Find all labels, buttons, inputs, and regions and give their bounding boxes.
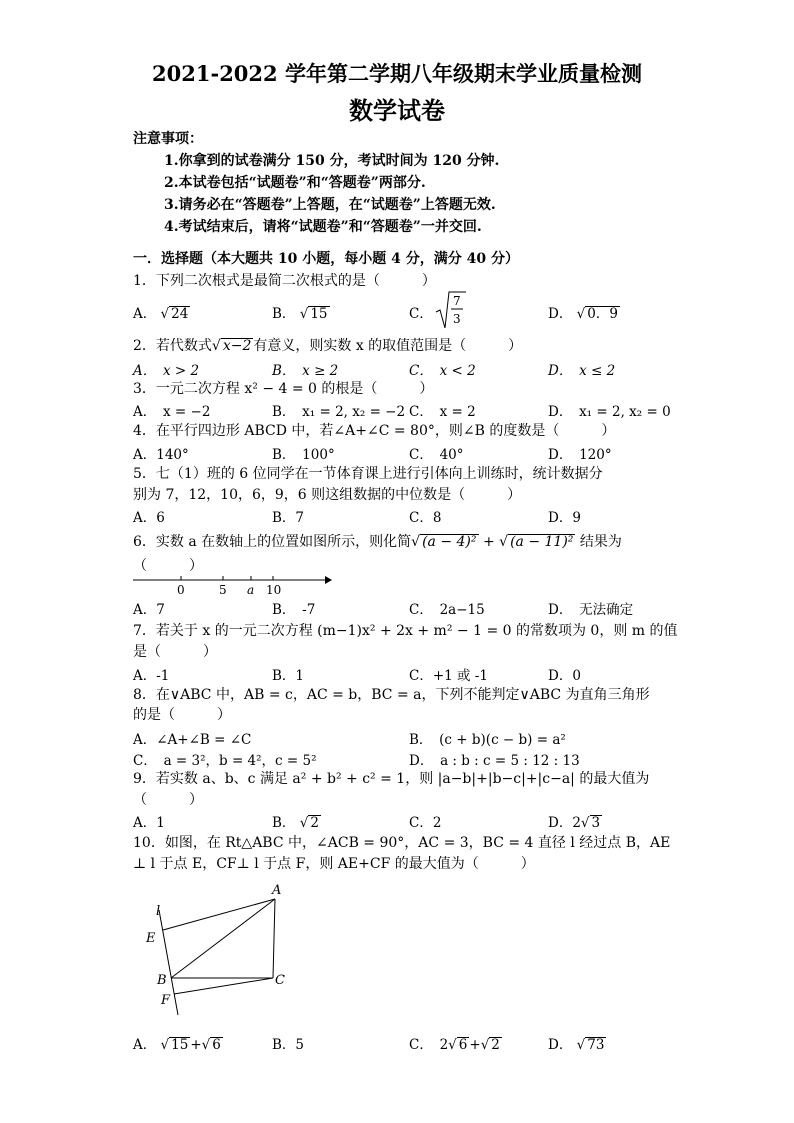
q1-c-denominator: 3 (453, 312, 461, 326)
q10-option-a: A． √ 15 +√ 6 (133, 1037, 221, 1053)
q6-option-d: D． 无法确定 (548, 602, 634, 618)
q2-option-c: C． x < 2 (409, 363, 476, 379)
question-10-stem: 10．如图，在 Rt△ABC 中，∠ACB = 90°，AC = 3，BC = 4 直径 l 经过点 B，AE (133, 835, 671, 851)
q7-option-a: A．-1 (133, 668, 170, 684)
q7-option-c: C．+1 或 -1 (409, 668, 488, 684)
q5-option-b: B．7 (272, 510, 305, 526)
notice-item: 2.本试卷包括“试题卷”和“答题卷”两部分. (164, 175, 426, 191)
q9-option-a: A．1 (133, 815, 165, 831)
exam-subject-title: 数学试卷 (349, 96, 445, 125)
q7-option-d: D．0 (548, 668, 581, 684)
point-label-B: B (157, 973, 167, 988)
q3-option-d: D． x₁ = 2, x₂ = 0 (548, 404, 671, 420)
q8-option-b: B． (c + b)(c − b) = a² (409, 732, 566, 748)
question-7-stem-cont: 是（ ） (133, 644, 217, 660)
q6-option-b: B． -7 (272, 602, 316, 618)
q8-option-d: D． a : b : c = 5 : 12 : 13 (409, 753, 580, 769)
point-label-A: A (272, 883, 282, 898)
q1-option-c-fraction-radical (436, 290, 466, 330)
q3-option-c: C． x = 2 (409, 404, 476, 420)
question-7-stem: 7．若关于 x 的一元二次方程 (m−1)x² + 2x + m² − 1 = 0 的常数项为 0，则 m 的值 (133, 623, 678, 639)
question-4-stem: 4．在平行四边形 ABCD 中，若∠A+∠C = 80°，则∠B 的度数是（ ） (133, 423, 616, 439)
q10-option-c: C． 2√ 6 +√ 2 (409, 1037, 500, 1053)
point-label-E: E (146, 931, 156, 946)
q5-option-d: D．9 (548, 510, 581, 526)
exam-title: 2021-2022 学年第二学期八年级期末学业质量检测 (152, 61, 642, 86)
triangle-figure (140, 880, 300, 1020)
q2-option-a: A． x > 2 (133, 363, 200, 379)
point-label-C: C (275, 973, 285, 988)
q1-option-b: B． √ 15 (272, 306, 328, 322)
axis-label-0: 0 (177, 583, 185, 597)
q10-option-b: B．5 (272, 1037, 305, 1053)
q10-option-d: D． √ 73 (548, 1037, 605, 1053)
question-9-stem-cont: （ ） (133, 792, 203, 808)
point-label-F: F (161, 993, 171, 1008)
question-6-stem: 6．实数 a 在数轴上的位置如图所示，则化简√ (a − 4)² + √ (a − 11)² 结果为 (133, 534, 622, 550)
q4-option-d: D． 120° (548, 447, 612, 463)
q1-c-numerator: 7 (453, 294, 461, 308)
notice-item: 3.请务必在“答题卷”上答题，在“试题卷”上答题无效. (164, 197, 496, 213)
number-line-figure (133, 572, 333, 596)
line-label-l: l (156, 904, 161, 919)
notice-item: 1.你拿到的试卷满分 150 分，考试时间为 120 分钟. (164, 153, 500, 169)
section-heading: 一．选择题（本大题共 10 小题，每小题 4 分，满分 40 分） (133, 251, 519, 267)
q1-option-c: C． (409, 306, 433, 322)
q4-option-b: B． 100° (272, 447, 335, 463)
q3-option-a: A． x = −2 (133, 404, 211, 420)
question-9-stem: 9．若实数 a、b、c 满足 a² + b² + c² = 1，则 |a−b|+|b−c|+|c−a| 的最大值为 (133, 771, 650, 787)
q7-option-b: B．1 (272, 668, 305, 684)
question-8-stem: 8．在∨ABC 中，AB = c，AC = b，BC = a，下列不能判定∨ABC 为直角三角形 (133, 687, 650, 703)
q5-option-c: C．8 (409, 510, 442, 526)
question-1-stem: 1．下列二次根式是最简二次根式的是（ ） (133, 273, 436, 289)
q9-option-d: D．2√ 3 (548, 815, 601, 831)
axis-label-10: 10 (266, 583, 282, 597)
q6-option-a: A．7 (133, 602, 165, 618)
q8-option-a: A．∠A+∠B = ∠C (133, 732, 252, 748)
axis-label-5: 5 (219, 583, 227, 597)
q2-option-d: D． x ≤ 2 (548, 363, 616, 379)
q3-option-b: B． x₁ = 2, x₂ = −2 (272, 404, 406, 420)
notice-heading: 注意事项： (133, 131, 203, 147)
notice-item: 4.考试结束后，请将“试题卷”和“答题卷”一并交回. (164, 219, 482, 235)
q1-option-d: D． √ 0．9 (548, 306, 618, 322)
q4-option-a: A．140° (133, 447, 189, 463)
q9-option-b: B． √ 2 (272, 815, 319, 831)
axis-label-a: a (247, 583, 255, 597)
q1-option-a: A． √ 24 (133, 306, 189, 322)
q5-option-a: A．6 (133, 510, 165, 526)
question-3-stem: 3．一元二次方程 x² − 4 = 0 的根是（ ） (133, 381, 434, 397)
q8-option-c: C． a = 3²，b = 4²，c = 5² (133, 753, 317, 769)
q2-option-b: B． x ≥ 2 (272, 363, 339, 379)
q6-option-c: C． 2a−15 (409, 602, 485, 618)
question-2-stem: 2．若代数式√ x−2 有意义，则实数 x 的取值范围是（ ） (133, 338, 523, 354)
question-5-stem: 5．七（1）班的 6 位同学在一节体育课上进行引体向上训练时，统计数据分 (133, 466, 603, 482)
question-5-stem-cont: 别为 7，12，10，6，9，6 则这组数据的中位数是（ ） (133, 487, 522, 503)
q4-option-c: C． 40° (409, 447, 464, 463)
question-6-stem-cont: （ ） (133, 558, 203, 574)
question-10-stem-cont: ⊥ l 于点 E，CF⊥ l 于点 F，则 AE+CF 的最大值为（ ） (133, 856, 535, 872)
question-8-stem-cont: 的是（ ） (133, 707, 231, 723)
q9-option-c: C．2 (409, 815, 442, 831)
